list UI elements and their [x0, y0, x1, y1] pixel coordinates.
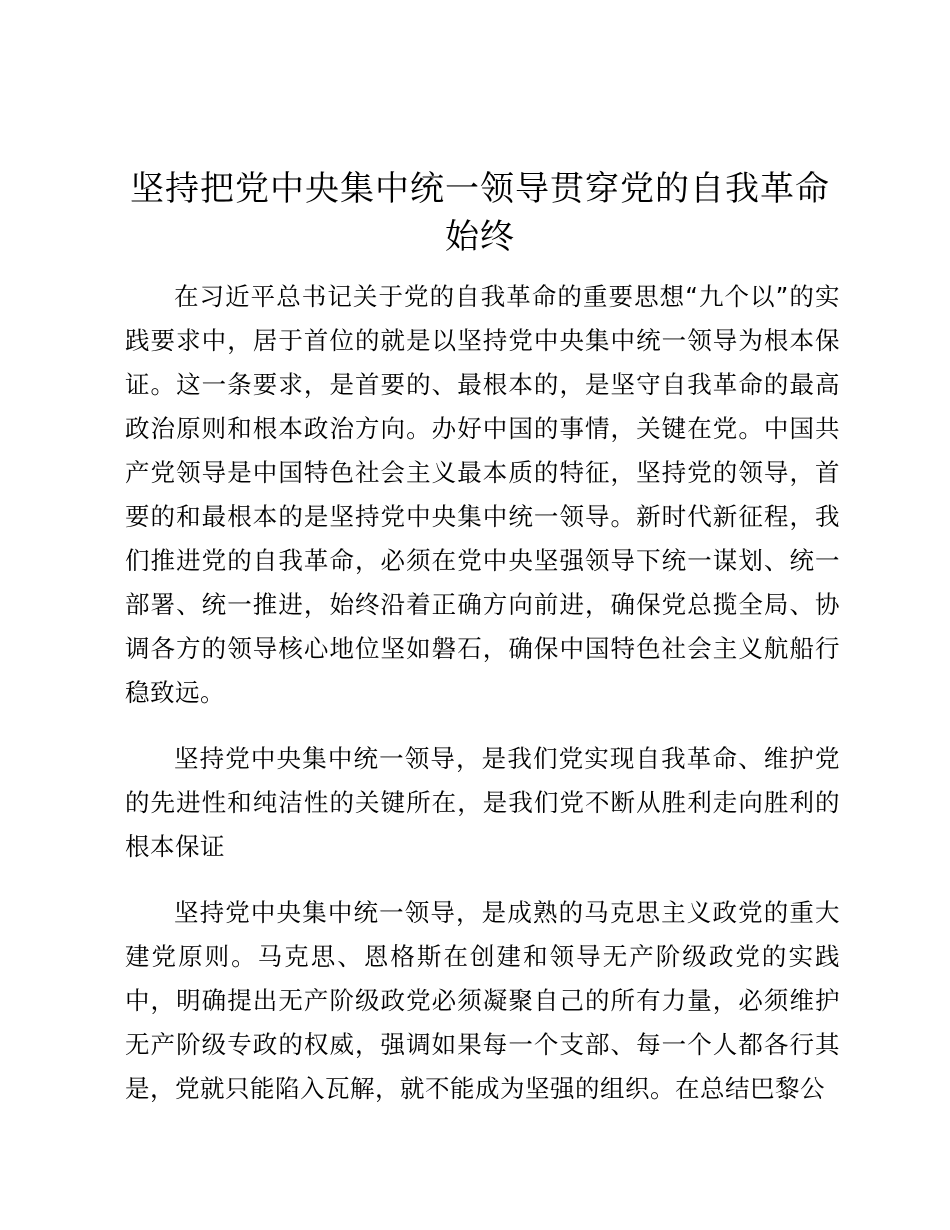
document-title-line-2: 始终	[445, 217, 515, 257]
document-body	[125, 275, 840, 1133]
paragraph-2: 坚持党中央集中统一领导，是我们党实现自我革命、维护党的先进性和纯洁性的关键所在，是我们党不断从胜利走向胜利的根本保证	[125, 744, 840, 861]
paragraph-3: 坚持党中央集中统一领导，是成熟的马克思主义政党的重大建党原则。马克思、恩格斯在创建和领导无产阶级政党的实践中，明确提出无产阶级政党必须凝聚自己的所有力量，必须维护无产阶级专政的权威，强调如果每一个支部、每一个人都各行其是，党就只能陷入瓦解，就不能成为坚强的组织。在总结巴黎公	[125, 898, 840, 1103]
document-title	[125, 165, 835, 261]
paragraph-1: 在习近平总书记关于党的自我革命的重要思想“九个以”的实践要求中，居于首位的就是以坚持党中央集中统一领导为根本保证。这一条要求，是首要的、最根本的，是坚守自我革命的最高政治原则和根本政治方向。办好中国的事情，关键在党。中国共产党领导是中国特色社会主义最本质的特征，坚持党的领导，首要的和最根本的是坚持党中央集中统一领导。新时代新征程，我们推进党的自我革命，必须在党中央坚强领导下统一谋划、统一部署、统一推进，始终沿着正确方向前进，确保党总揽全局、协调各方的领导核心地位坚如磐石，确保中国特色社会主义航船行稳致远。	[125, 282, 840, 707]
document-title-line-1: 坚持把党中央集中统一领导贯穿党的自我革命	[130, 169, 830, 209]
